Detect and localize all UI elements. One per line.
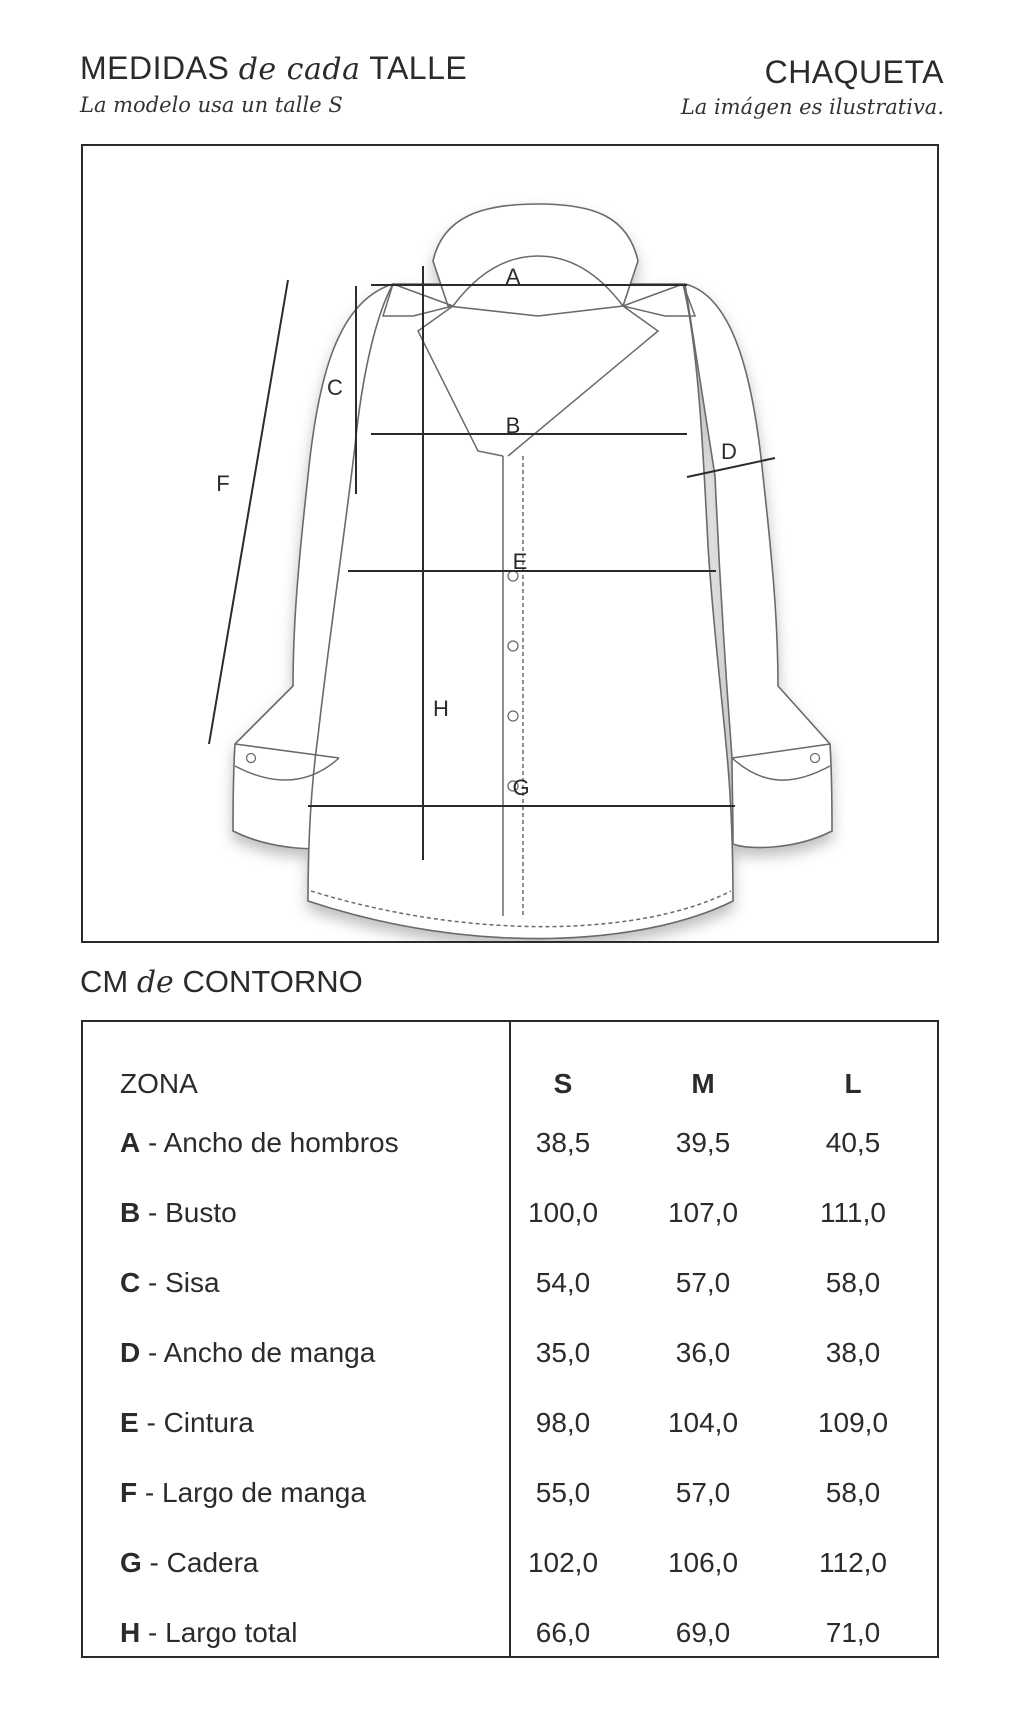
title-medidas: MEDIDAS	[80, 50, 230, 86]
zone-letter: B	[120, 1197, 141, 1228]
value-l: 58,0	[825, 1267, 881, 1298]
zone-name: - Largo total	[140, 1617, 298, 1648]
table-row	[83, 1473, 937, 1513]
zone-letter: G	[120, 1547, 142, 1578]
zone-cell	[120, 1613, 297, 1653]
zone-name: - Cadera	[141, 1547, 259, 1578]
table-header-row	[83, 1064, 937, 1104]
zone-letter: H	[120, 1617, 141, 1648]
zone-name: - Busto	[140, 1197, 237, 1228]
zone-cell	[120, 1123, 399, 1163]
table-row	[83, 1403, 937, 1443]
zone-name: - Sisa	[140, 1267, 220, 1298]
title-talle: TALLE	[369, 50, 468, 86]
zone-letter: A	[120, 1127, 141, 1158]
zone-letter: D	[120, 1337, 141, 1368]
value-s: 100,0	[527, 1197, 599, 1228]
zone-name: - Ancho de manga	[140, 1337, 376, 1368]
value-l: 111,0	[820, 1197, 886, 1228]
zone-cell	[120, 1543, 259, 1583]
zone-name: - Cintura	[138, 1407, 254, 1438]
value-l: 112,0	[819, 1547, 887, 1578]
table-row	[83, 1613, 937, 1653]
zone-letter: E	[120, 1407, 139, 1438]
jacket-illustration	[83, 146, 937, 941]
model-size-note: La modelo usa un talle S	[80, 93, 343, 117]
value-l: 109,0	[817, 1407, 889, 1438]
page-title	[80, 48, 467, 90]
zone-cell	[120, 1333, 375, 1373]
value-m: 39,5	[675, 1127, 731, 1158]
table-title-de: de	[136, 965, 174, 1000]
zone-cell	[120, 1473, 366, 1513]
title-de-cada: de cada	[238, 52, 361, 87]
value-m: 57,0	[675, 1477, 731, 1508]
value-m: 69,0	[675, 1617, 731, 1648]
table-title-cm: CM	[80, 964, 129, 999]
zone-cell	[120, 1263, 220, 1303]
size-table	[81, 1020, 939, 1658]
label-c: C	[327, 375, 343, 400]
label-h: H	[433, 696, 449, 721]
value-m: 57,0	[675, 1267, 731, 1298]
table-title	[80, 962, 363, 1003]
zone-name: - Ancho de hombros	[140, 1127, 399, 1158]
header-zona: ZONA	[120, 1068, 198, 1099]
value-l: 38,0	[825, 1337, 881, 1368]
value-m: 106,0	[667, 1547, 739, 1578]
table-row	[83, 1543, 937, 1583]
value-s: 98,0	[535, 1407, 591, 1438]
value-m: 104,0	[667, 1407, 739, 1438]
value-l: 58,0	[825, 1477, 881, 1508]
header-size-l: L	[844, 1068, 862, 1099]
table-row	[83, 1123, 937, 1163]
label-d: D	[721, 439, 737, 464]
label-b: B	[505, 413, 521, 438]
garment-title: CHAQUETA	[764, 54, 944, 90]
value-s: 102,0	[527, 1547, 599, 1578]
value-m: 107,0	[667, 1197, 739, 1228]
table-row	[83, 1263, 937, 1303]
label-e: E	[512, 549, 528, 574]
value-s: 55,0	[535, 1477, 591, 1508]
value-s: 35,0	[535, 1337, 591, 1368]
zone-letter: F	[120, 1477, 138, 1508]
zone-letter: C	[120, 1267, 141, 1298]
value-s: 54,0	[535, 1267, 591, 1298]
table-row	[83, 1333, 937, 1373]
label-f: F	[216, 471, 230, 496]
header-right	[681, 52, 944, 120]
illustrative-note: La imágen es ilustrativa.	[680, 95, 944, 119]
value-s: 38,5	[535, 1127, 591, 1158]
value-l: 40,5	[825, 1127, 881, 1158]
table-row	[83, 1193, 937, 1233]
garment-diagram	[81, 144, 939, 943]
zone-cell	[120, 1403, 254, 1443]
label-a: A	[505, 264, 521, 289]
value-l: 71,0	[825, 1617, 881, 1648]
header-left	[80, 48, 467, 118]
zone-name: - Largo de manga	[137, 1477, 366, 1508]
value-s: 66,0	[535, 1617, 591, 1648]
header-size-s: S	[553, 1068, 573, 1099]
measure-line-f	[209, 280, 288, 744]
table-title-contorno: CONTORNO	[182, 964, 363, 999]
zone-cell	[120, 1193, 237, 1233]
header-size-m: M	[691, 1068, 715, 1099]
value-m: 36,0	[675, 1337, 731, 1368]
label-g: G	[512, 775, 530, 800]
